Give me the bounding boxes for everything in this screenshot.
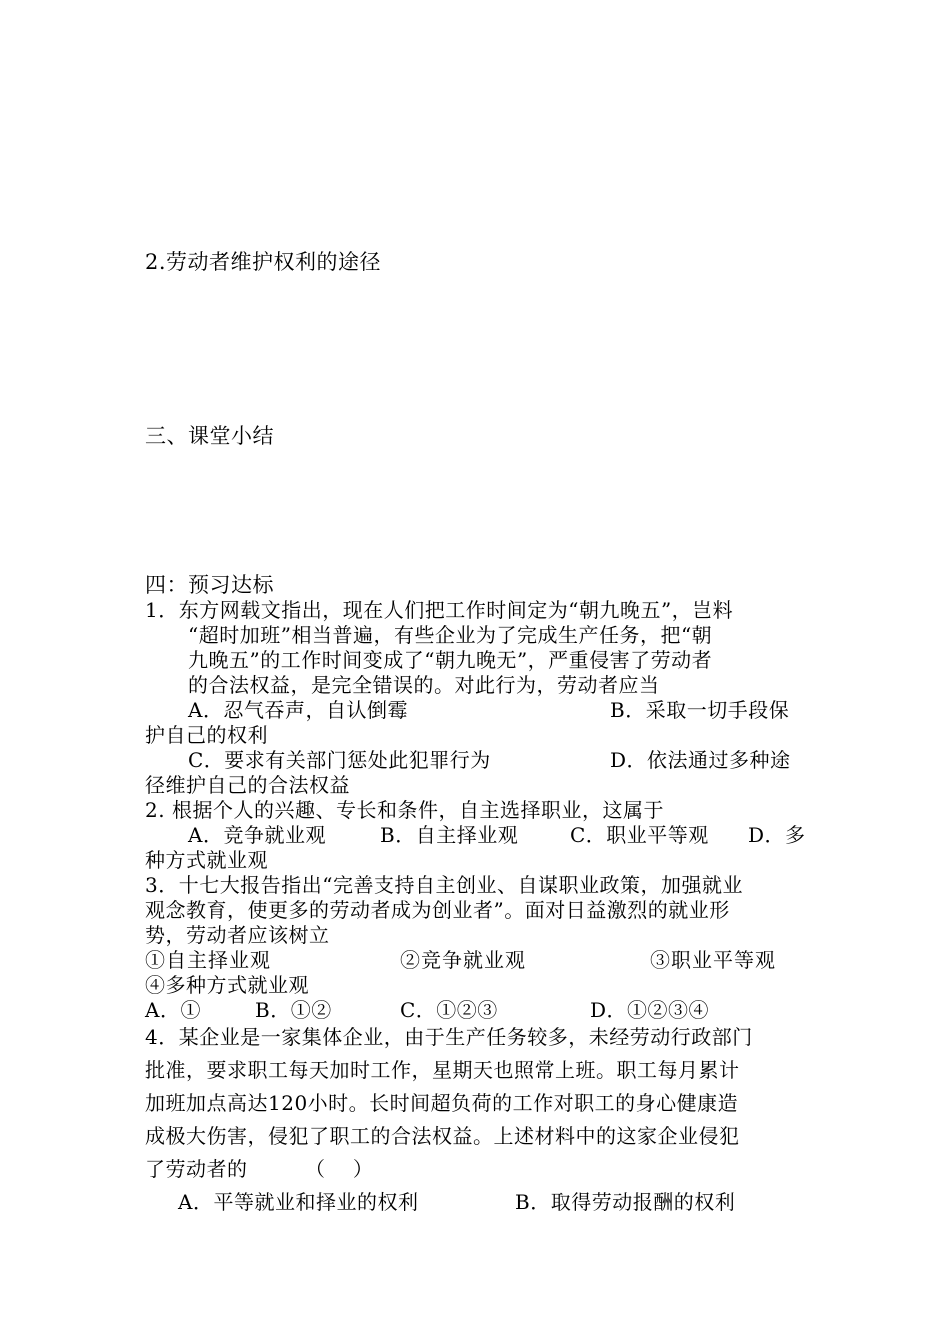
q4-option-a: A．平等就业和择业的权利 bbox=[178, 1190, 419, 1214]
q3-option-d: D．①②③④ bbox=[590, 998, 710, 1022]
section-3-heading: 三、课堂小结 bbox=[145, 424, 274, 448]
q3-line-3: 势，劳动者应该树立 bbox=[145, 923, 330, 947]
section-4-heading: 四：预习达标 bbox=[145, 573, 274, 597]
q2-option-d: D．多 bbox=[748, 823, 806, 847]
q4-line-2: 批准，要求职工每天加时工作，星期天也照常上班。职工每月累计 bbox=[145, 1058, 740, 1082]
section-2-heading: 2.劳动者维护权利的途径 bbox=[145, 250, 382, 274]
q4-option-b: B．取得劳动报酬的权利 bbox=[515, 1190, 736, 1214]
q2-stem: 2. 根据个人的兴趣、专长和条件，自主选择职业，这属于 bbox=[145, 798, 664, 822]
q3-item-3: ③职业平等观 bbox=[650, 948, 776, 972]
q1-line-2: “超时加班”相当普遍，有些企业为了完成生产任务，把“朝 bbox=[188, 623, 713, 647]
q3-option-a: A．① bbox=[145, 998, 201, 1022]
q4-answer-blank: （ ） bbox=[305, 1157, 374, 1181]
q2-option-c: C．职业平等观 bbox=[570, 823, 709, 847]
q4-line-3: 加班加点高达120小时。长时间超负荷的工作对职工的身心健康造 bbox=[145, 1091, 739, 1115]
q3-line-1: 3．十七大报告指出“完善支持自主创业、自谋职业政策，加强就业 bbox=[145, 873, 743, 897]
q1-option-a: A．忍气吞声，自认倒霉 bbox=[188, 698, 408, 722]
q1-line-3: 九晚五”的工作时间变成了“朝九晚无”，严重侵害了劳动者 bbox=[188, 648, 713, 672]
q3-item-4: ④多种方式就业观 bbox=[145, 973, 309, 997]
q3-line-2: 观念教育，使更多的劳动者成为创业者”。面对日益激烈的就业形 bbox=[145, 898, 730, 922]
q2-option-b: B．自主择业观 bbox=[380, 823, 519, 847]
q3-option-c: C．①②③ bbox=[400, 998, 498, 1022]
q4-line-4: 成极大伤害，侵犯了职工的合法权益。上述材料中的这家企业侵犯 bbox=[145, 1124, 740, 1148]
q3-option-b: B．①② bbox=[255, 998, 332, 1022]
q1-line-4: 的合法权益，是完全错误的。对此行为，劳动者应当 bbox=[188, 673, 660, 697]
q2-option-a: A．竞争就业观 bbox=[188, 823, 326, 847]
q1-option-c: C．要求有关部门惩处此犯罪行为 bbox=[188, 748, 491, 772]
q1-line-1: 1．东方网载文指出，现在人们把工作时间定为“朝九晚五”，岂料 bbox=[145, 598, 734, 622]
q3-item-1: ①自主择业观 bbox=[145, 948, 271, 972]
q4-line-5: 了劳动者的 bbox=[145, 1157, 248, 1181]
q1-option-d-continued: 径维护自己的合法权益 bbox=[145, 773, 350, 797]
q1-option-b: B．采取一切手段保 bbox=[610, 698, 790, 722]
q2-option-d-continued: 种方式就业观 bbox=[145, 848, 268, 872]
q4-line-1: 4．某企业是一家集体企业，由于生产任务较多，未经劳动行政部门 bbox=[145, 1025, 753, 1049]
q3-item-2: ②竞争就业观 bbox=[400, 948, 526, 972]
q1-option-d: D．依法通过多种途 bbox=[610, 748, 791, 772]
q1-option-b-continued: 护自己的权利 bbox=[145, 723, 268, 747]
